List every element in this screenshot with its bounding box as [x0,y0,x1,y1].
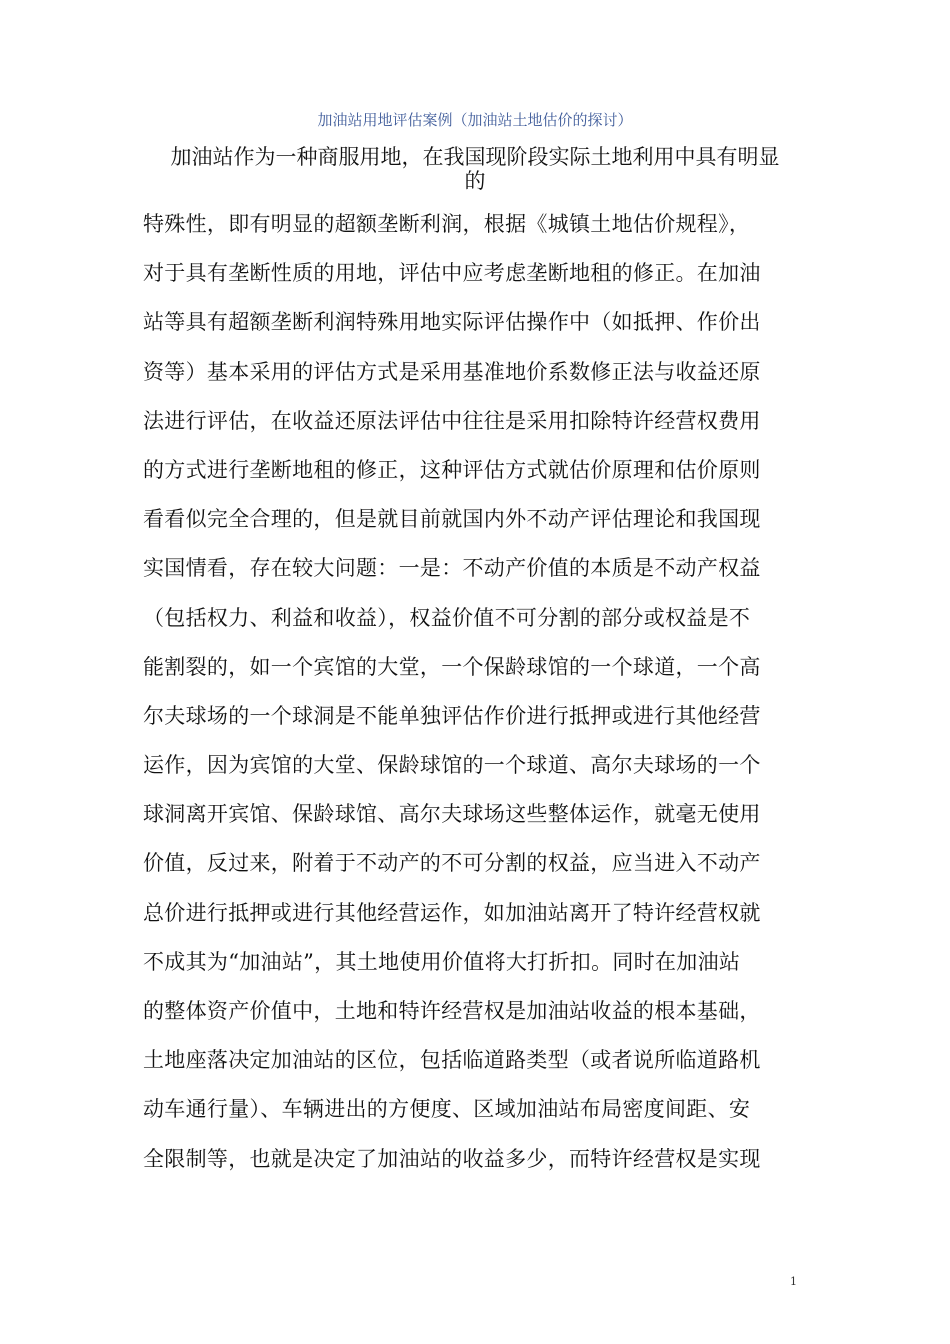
body-text-line: 总价进行抵押或进行其他经营运作，如加油站离开了特许经营权就 [143,900,761,925]
body-text-line: 的整体资产价值中，土地和特许经营权是加油站收益的根本基础， [143,999,761,1023]
body-text-line: 价值，反过来，附着于不动产的不可分割的权益，应当进入不动产 [143,851,761,876]
body-text-line: 的方式进行垄断地租的修正，这种评估方式就估价原理和估价原则 [143,457,761,482]
body-text-line: 实国情看，存在较大问题：一是：不动产价值的本质是不动产权益 [143,556,761,581]
body-text-line: 法进行评估，在收益还原法评估中往往是采用扣除特许经营权费用 [143,408,761,433]
body-text-line: 运作，因为宾馆的大堂、保龄球馆的一个球道、高尔夫球场的一个 [143,753,761,778]
body-text-line: （包括权力、利益和收益），权益价值不可分割的部分或权益是不 [143,605,751,630]
lead-paragraph-line: 加油站作为一种商服用地，在我国现阶段实际土地利用中具有明显 [170,145,780,169]
body-text-line: 对于具有垄断性质的用地，评估中应考虑垄断地租的修正。在加油 [143,261,761,286]
body-text-line: 动车通行量）、车辆进出的方便度、区域加油站布局密度间距、安 [143,1097,751,1122]
body-text-line: 资等）基本采用的评估方式是采用基准地价系数修正法与收益还原 [143,359,761,384]
body-text-line: 能割裂的，如一个宾馆的大堂，一个保龄球馆的一个球道，一个高 [143,654,761,679]
lead-paragraph-line: 的 [464,169,486,193]
body-text-line: 看看似完全合理的，但是就目前就国内外不动产评估理论和我国现 [143,507,761,532]
body-text-line: 尔夫球场的一个球洞是不能单独评估作价进行抵押或进行其他经营 [143,703,761,728]
document-header-title: 加油站用地评估案例（加油站土地估价的探讨） [317,111,633,129]
body-text-line: 土地座落决定加油站的区位，包括临道路类型（或者说所临道路机 [143,1048,761,1073]
body-text-line: 特殊性，即有明显的超额垄断利润，根据《城镇土地估价规程》， [143,212,751,236]
page-number: 1 [790,1275,797,1288]
body-text-line: 球洞离开宾馆、保龄球馆、高尔夫球场这些整体运作，就毫无使用 [143,802,761,827]
body-text-line: 全限制等，也就是决定了加油站的收益多少，而特许经营权是实现 [143,1146,761,1171]
body-text-line: 不成其为“加油站”，其土地使用价值将大打折扣。同时在加油站 [143,949,741,974]
body-paragraph [143,200,818,1184]
body-text-line: 站等具有超额垄断利润特殊用地实际评估操作中（如抵押、作价出 [143,310,761,335]
